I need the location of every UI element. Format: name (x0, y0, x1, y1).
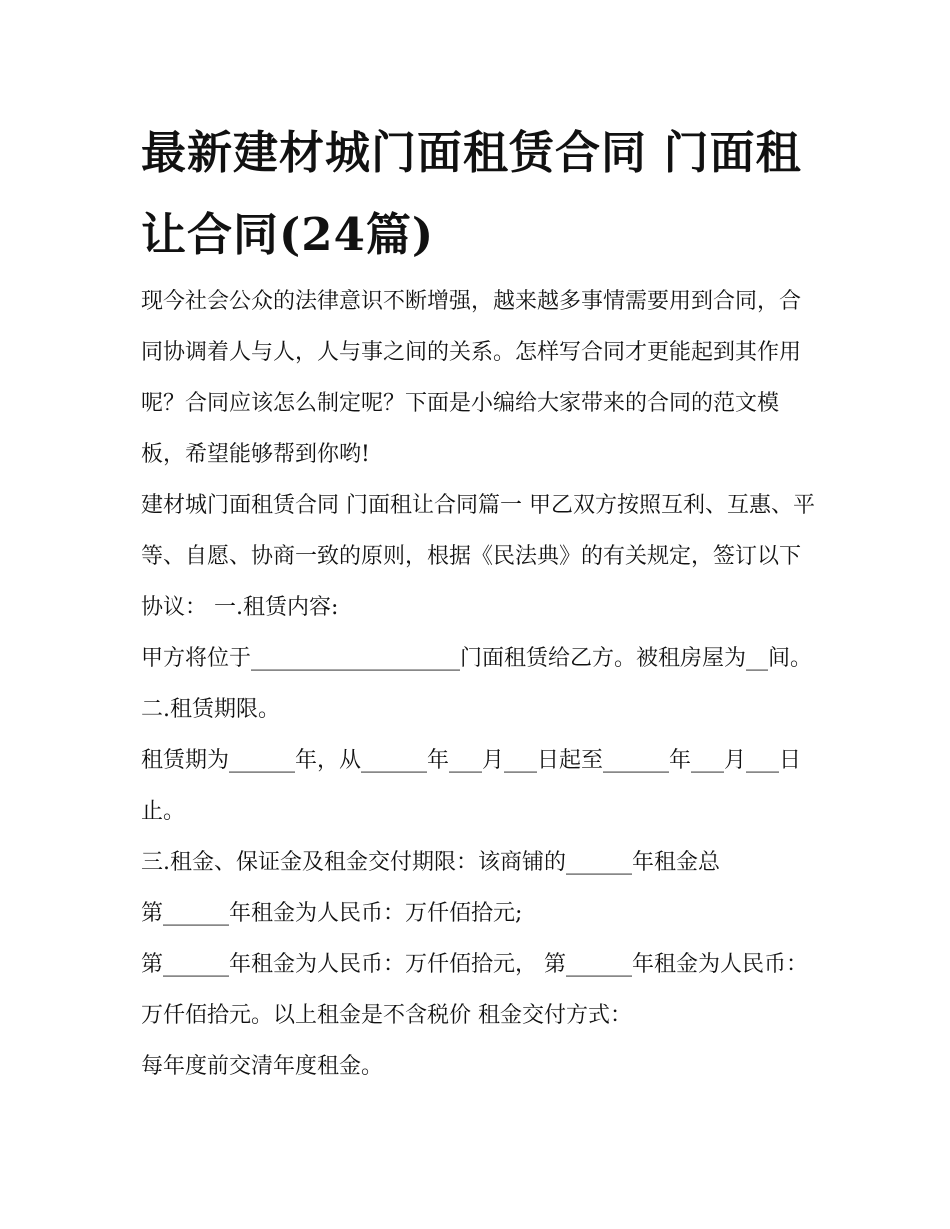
document-title: 最新建材城门面租赁合同 门面租让合同(24篇) (141, 126, 802, 261)
paragraph-lease-location: 甲方将位于___________________门面租赁给乙方。被租房屋为__间。 二.租赁期限。 (141, 646, 813, 722)
paragraph-rent-year-2: 第______年租金为人民币：万仟佰拾元， 第______年租金为人民币：万仟佰拾元。以上租金是不含税价 租金交付方式： (141, 952, 808, 1028)
paragraph-lease-term: 租赁期为______年，从______年___月___日起至______年___月___日止。 (141, 748, 802, 824)
paragraph-contract-opening: 建材城门面租赁合同 门面租让合同篇一 甲乙双方按照互利、互惠、平等、自愿、协商一致的原则，根据《民法典》的有关规定，签订以下协议： 一.租赁内容: (141, 493, 815, 620)
document-body (141, 276, 816, 1092)
paragraph-intro: 现今社会公众的法律意识不断增强，越来越多事情需要用到合同，合同协调着人与人，人与事之间的关系。怎样写合同才更能起到其作用呢？合同应该怎么制定呢？下面是小编给大家带来的合同的范文模板，希望能够帮到你哟! (141, 289, 802, 467)
paragraph-rent-heading: 三.租金、保证金及租金交付期限：该商铺的______年租金总 (141, 850, 720, 875)
paragraph-payment: 每年度前交清年度租金。 (141, 1054, 384, 1079)
paragraph-rent-year-1: 第______年租金为人民币：万仟佰拾元; (141, 901, 523, 926)
